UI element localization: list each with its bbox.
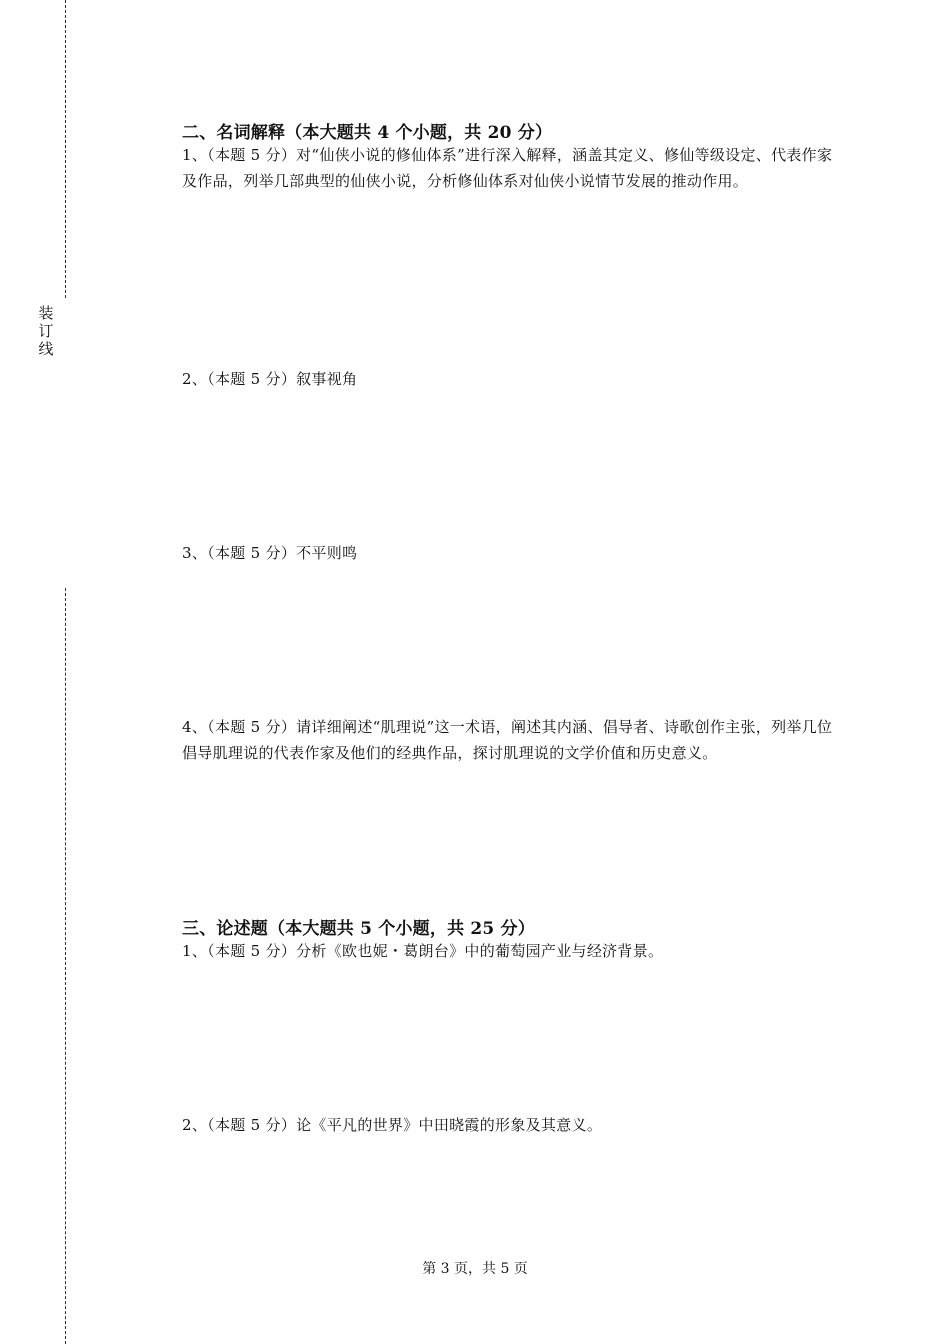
binding-char: 线 <box>38 340 54 358</box>
binding-char: 装 <box>38 304 54 322</box>
binding-label <box>36 304 56 358</box>
question-3-2: 2、（本题 5 分）论《平凡的世界》中田晓霞的形象及其意义。 <box>182 1116 603 1134</box>
binding-dashed-line-top <box>65 0 66 298</box>
section-title-essay: 三、论述题（本大题共 5 个小题，共 25 分） <box>182 919 535 939</box>
binding-char: 订 <box>38 322 54 340</box>
page-number: 第 3 页，共 5 页 <box>422 1261 528 1277</box>
question-3-1: 1、（本题 5 分）分析《欧也妮・葛朗台》中的葡萄园产业与经济背景。 <box>182 942 664 960</box>
section-title-noun-explanation: 二、名词解释（本大题共 4 个小题，共 20 分） <box>182 123 553 143</box>
question-2-1: 1、（本题 5 分）对“仙侠小说的修仙体系”进行深入解释，涵盖其定义、修仙等级设定、代表作家及作品，列举几部典型的仙侠小说，分析修仙体系对仙侠小说情节发展的推动作用。 <box>182 146 833 190</box>
question-2-4: 4、（本题 5 分）请详细阐述“肌理说”这一术语，阐述其内涵、倡导者、诗歌创作主张，列举几位倡导肌理说的代表作家及他们的经典作品，探讨肌理说的文学价值和历史意义。 <box>182 718 833 762</box>
question-2-3: 3、（本题 5 分）不平则鸣 <box>182 544 358 562</box>
question-2-2: 2、（本题 5 分）叙事视角 <box>182 370 358 388</box>
binding-dashed-line-bottom <box>65 588 66 1344</box>
